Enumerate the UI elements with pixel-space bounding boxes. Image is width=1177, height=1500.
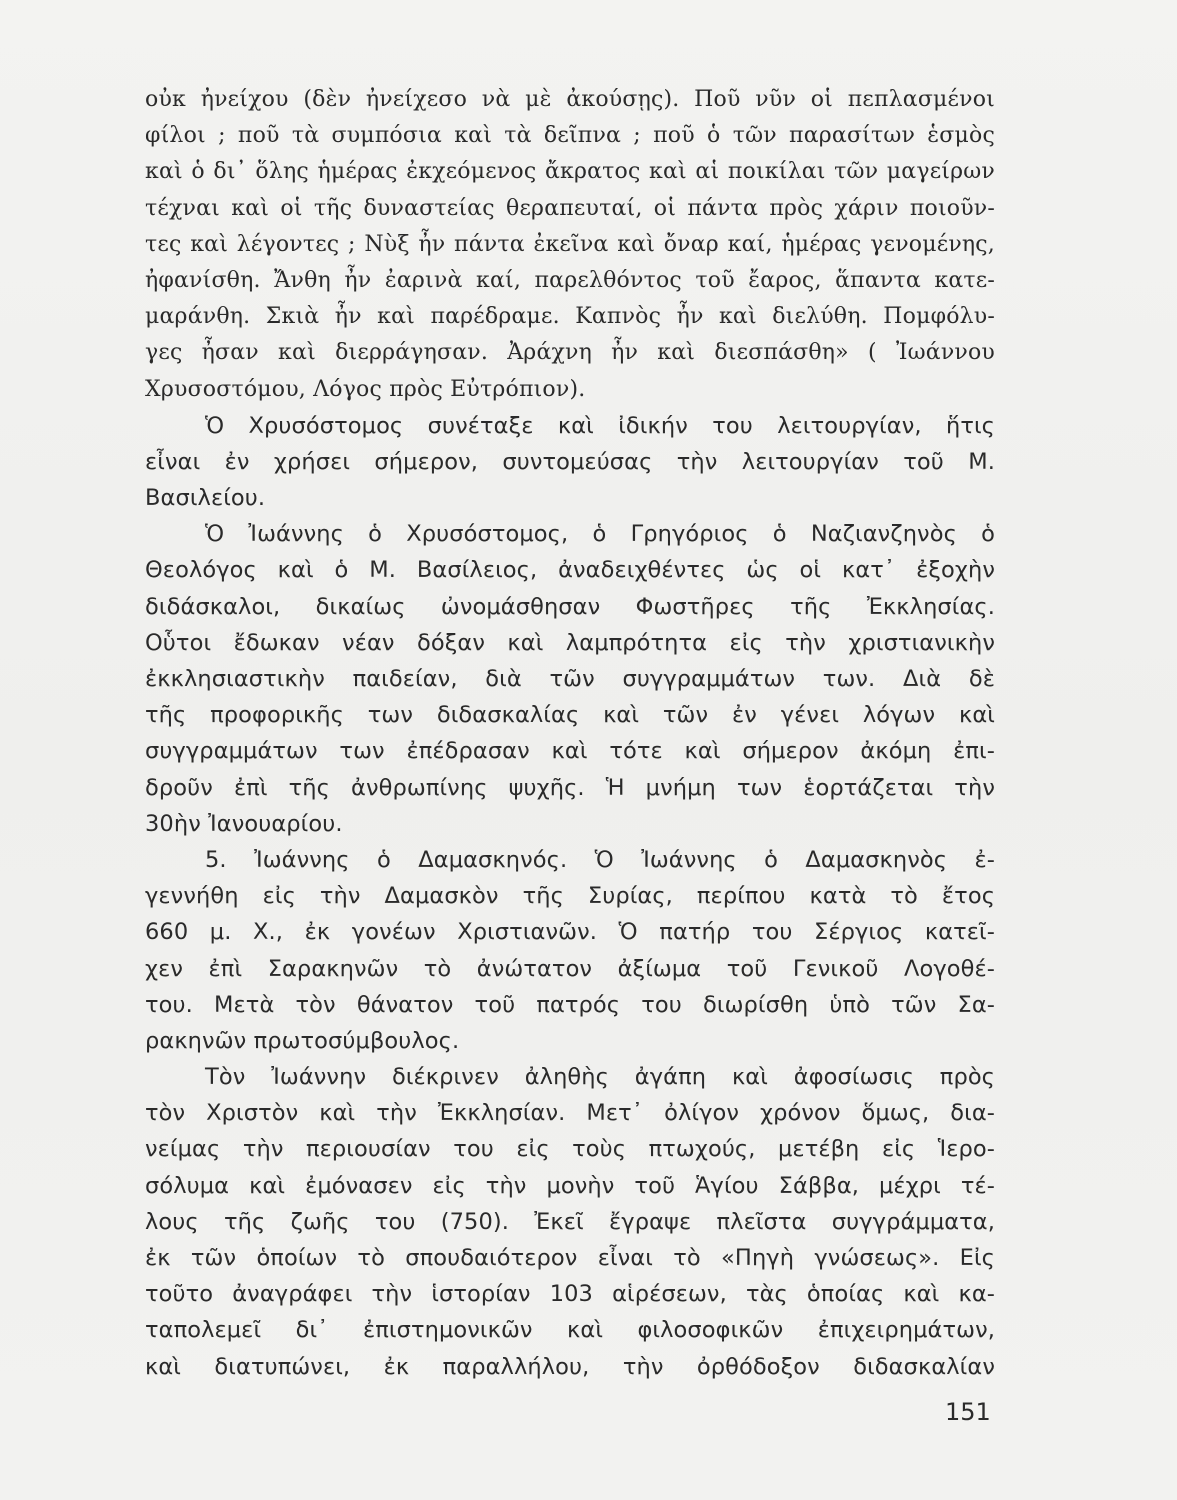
text-line: 30ὴν Ἰανουαρίου. [145,810,343,837]
text-line: τες καὶ λέγοντες ; Νὺξ ἦν πάντα ἐκεῖνα καὶ ὄναρ καί, ἡμέρας γενομένης, [145,231,995,257]
text-line: ἐκ τῶν ὁποίων τὸ σπουδαιότερον εἶναι τὸ «Πηγὴ γνώσεως». Εἰς [145,1245,995,1271]
text-line: ἠφανίσθη. Ἄνθη ἦν ἐαρινὰ καί, παρελθόντος τοῦ ἔαρος, ἅπαντα κατε- [145,267,995,293]
text-line: του. Μετὰ τὸν θάνατον τοῦ πατρός του διωρίσθη ὑπὸ τῶν Σα- [145,991,995,1018]
text-line: καὶ διατυπώνει, ἐκ παραλλήλου, τὴν ὀρθόδοξον διδασκαλίαν [145,1353,995,1380]
paragraph-luminaries [145,516,995,842]
text-line: τὸν Χριστὸν καὶ τὴν Ἐκκλησίαν. Μετ᾽ ὀλίγον χρόνον ὅμως, δια- [145,1100,995,1127]
text-line: ρακηνῶν πρωτοσύμβουλος. [145,1027,460,1054]
text-line: δροῦν ἐπὶ τῆς ἀνθρωπίνης ψυχῆς. Ἡ μνήμη των ἑορτάζεται τὴν [145,774,995,801]
quote-block [145,82,995,408]
text-line: τοῦτο ἀναγράφει τὴν ἱστορίαν 103 αἱρέσεων, τὰς ὁποίας καὶ κα- [145,1281,995,1308]
text-line: γες ἦσαν καὶ διερράγησαν. Ἀράχνη ἦν καὶ διεσπάσθη» ( Ἰωάννου [145,340,995,366]
text-line: σόλυμα καὶ ἐμόνασεν εἰς τὴν μονὴν τοῦ Ἁγίου Σάββα, μέχρι τέ- [145,1172,995,1199]
text-line: οὐκ ἠνείχου (δὲν ἠνείχεσο νὰ μὲ ἀκούσῃς). Ποῦ νῦν οἱ πεπλασμένοι [145,87,995,112]
text-line: Ὁ Χρυσόστομος συνέταξε καὶ ἰδικήν του λειτουργίαν, ἥτις [205,412,995,439]
paragraph-liturgy [145,408,995,517]
page-body [145,82,995,1385]
page-number: 151 [945,1398,991,1426]
text-line: φίλοι ; ποῦ τὰ συμπόσια καὶ τὰ δεῖπνα ; ποῦ ὁ τῶν παρασίτων ἑσμὸς [145,123,995,149]
text-line: 5. Ἰωάννης ὁ Δαμασκηνός. Ὁ Ἰωάννης ὁ Δαμασκηνὸς ἐ- [205,846,995,873]
text-line: λους τῆς ζωῆς του (750). Ἐκεῖ ἔγραψε πλεῖστα συγγράμματα, [145,1208,995,1235]
text-line: Οὗτοι ἔδωκαν νέαν δόξαν καὶ λαμπρότητα εἰς τὴν χριστιανικὴν [145,629,995,656]
text-line: γεννήθη εἰς τὴν Δαμασκὸν τῆς Συρίας, περίπου κατὰ τὸ ἔτος [145,883,995,910]
text-line: Τὸν Ἰωάννην διέκρινεν ἀληθὴς ἀγάπη καὶ ἀφοσίωσις πρὸς [205,1064,995,1091]
text-line: Χρυσοστόμου, Λόγος πρὸς Εὐτρόπιον). [145,376,586,402]
text-line: εἶναι ἐν χρήσει σήμερον, συντομεύσας τὴν λειτουργίαν τοῦ Μ. [145,448,995,475]
paragraph-damascene [145,842,995,1059]
text-line: διδάσκαλοι, δικαίως ὠνομάσθησαν Φωστῆρες τῆς Ἐκκλησίας. [145,593,995,620]
text-line: Βασιλείου. [145,485,266,512]
text-line: καὶ ὁ δι᾽ ὅλης ἡμέρας ἐκχεόμενος ἄκρατος καὶ αἱ ποικίλαι τῶν μαγείρων [145,159,995,185]
text-line: τέχναι καὶ οἱ τῆς δυναστείας θεραπευταί, οἱ πάντα πρὸς χάριν ποιοῦν- [145,195,995,221]
text-line: νείμας τὴν περιουσίαν του εἰς τοὺς πτωχούς, μετέβη εἰς Ἱερο- [145,1136,995,1163]
text-line: μαράνθη. Σκιὰ ἦν καὶ παρέδραμε. Καπνὸς ἦν καὶ διελύθη. Πομφόλυ- [145,304,995,330]
text-line: συγγραμμάτων των ἐπέδρασαν καὶ τότε καὶ σήμερον ἀκόμη ἐπι- [145,738,995,765]
text-line: χεν ἐπὶ Σαρακηνῶν τὸ ἀνώτατον ἀξίωμα τοῦ Γενικοῦ Λογοθέ- [145,955,995,982]
text-line: ἐκκλησιαστικὴν παιδείαν, διὰ τῶν συγγραμμάτων των. Διὰ δὲ [145,666,995,692]
paragraph-life [145,1059,995,1385]
text-line: 660 μ. Χ., ἐκ γονέων Χριστιανῶν. Ὁ πατήρ του Σέργιος κατεῖ- [145,919,995,946]
text-line: τῆς προφορικῆς των διδασκαλίας καὶ τῶν ἐν γένει λόγων καὶ [145,702,995,729]
text-line: ταπολεμεῖ δι᾽ ἐπιστημονικῶν καὶ φιλοσοφικῶν ἐπιχειρημάτων, [145,1317,995,1344]
text-line: Θεολόγος καὶ ὁ Μ. Βασίλειος, ἀναδειχθέντες ὡς οἱ κατ᾽ ἐξοχὴν [145,557,995,584]
text-line: Ὁ Ἰωάννης ὁ Χρυσόστομος, ὁ Γρηγόριος ὁ Ναζιανζηνὸς ὁ [205,521,995,548]
